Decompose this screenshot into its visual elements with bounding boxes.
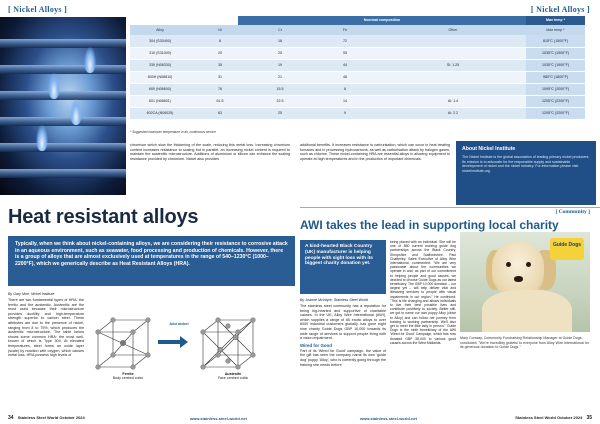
body-paragraph: There are two fundamental types of HRA: the ferritic and the austenitic. Austenitic are the most used because their microstructure provides ductility and high-temperature strength superior to carbon steel. These attributes are due to the presence of nickel, ranging from 8 to 75%, which produces the austenitic microstructure. The table below shows some common HRA: the most well-known of which is Type 304. At elevated temperatures, steel forms an oxide layer (scale) by reaction with oxygen, which causes metal loss. HRA possess high levels of: [8, 298, 84, 358]
table-cell: 46: [310, 71, 380, 83]
section-tag-nickel-alloys: [ Nickel Alloys ]: [8, 5, 68, 14]
table-cell: 1035°C (1900°F): [526, 59, 585, 71]
table-cell: 330 (N08330): [130, 59, 190, 71]
photo-caption: Mary Conway, Community Fundraising Relationship Manager at Guide Dogs, concluded: "We're incredibly grateful to everyone from Alloy Wire International for its generous donation to Guide Dogs.": [460, 336, 589, 349]
guide-dog-puppy-photo: [460, 232, 590, 332]
section-tag-nickel-alloys-right: [ Nickel Alloys ]: [530, 5, 590, 14]
body-column-upper-2: additional benefits. It increases resistance to carburisation, which can occur in heat treating furnaces and in processing hydrocarbons, as well as carburisation attack by halogen gases, such as chlorine. These nickel-containing HRA are essential alloys in allowing equipment to operate at high temperatures and in the production of important chemicals.: [300, 143, 450, 161]
table-cell: 63: [190, 107, 250, 119]
sub-heading-wired-for-good: Wired for Good: [300, 342, 332, 348]
table-cell: 602CA (N06025): [130, 107, 190, 119]
table-cell: 1205°C (2200°F): [526, 95, 585, 107]
dog-body: [482, 290, 572, 332]
body-paragraph: being placed with an individual. She will be one of 850 current working guide dog partnerships across the Black Country, Shropshire and Staffordshire. Paul Chatterley, Sales Executive of Alloy Wire International, commented: "We are very passionate about the communities we operate in and, as part of our commitment to helping people and good causes, we decided to choose Guide Dogs as our latest beneficiary. The GBP 10,000 donation – our largest yet – will help deliver vital and lifesaving services to people with visual impairments in our region." He continued: "This is life changing and allows individuals to live their best possible lives and contribute positively to society. Better still, we got to name our own puppy Alloy (close to Alloy) and can follow her journey from training to working partnership. We'll also get to meet the little lady in person." Guide Dogs is the ninth beneficiary of the AWI 'Wired for Good' Campaign, which has now donated GBP 55,000 to various good causes across the West Midlands.: [390, 240, 456, 345]
site-link-left[interactable]: www.stainless-steel-world.net: [190, 416, 247, 421]
table-cell: 72: [310, 35, 380, 47]
table-cell: 55: [310, 47, 380, 59]
table-cell: 980°C (1800°F): [526, 71, 585, 83]
col-max-temp: Max temp *: [526, 25, 585, 35]
table-row: [130, 59, 585, 71]
table-cell: 22.5: [250, 95, 310, 107]
table-cell: 310 (S31000): [130, 47, 190, 59]
table-row: [130, 107, 585, 119]
table-footnote: * Suggested maximum temperature in air, continuous service: [130, 130, 216, 134]
table-cell: 25: [250, 47, 310, 59]
table-cell: [380, 47, 526, 59]
table-cell: 18: [250, 35, 310, 47]
table-cell: Al: 2.2: [380, 107, 526, 119]
article-intro: Typically, when we think about nickel-containing alloys, we are considering their resistance to corrosive attack in an aqueous environment, such as seawater, food processing and production of chemicals. However, there is a group of alloys that are almost exclusively used at temperatures in the range of 540–1230°C (1000–2200°F), which we generically describe as Heat Resistant Alloys (HRA).: [8, 236, 295, 286]
dog-head: [492, 242, 544, 296]
table-cell: 8: [310, 83, 380, 95]
col-cr: Cr: [250, 25, 310, 35]
publication-name-right: Stainless Steel World October 2024: [515, 415, 583, 420]
ferrite-atoms: [96, 318, 151, 370]
about-title: About Nickel Institute: [462, 146, 516, 152]
table-cell: 815°C (1500°F): [526, 35, 585, 47]
byline-right: By Joanne McIntyre, Stainless Steel World: [300, 298, 368, 302]
article-title: Heat resistant alloys: [8, 206, 199, 228]
col-fe: Fe: [310, 25, 380, 35]
table-cell: 20: [190, 47, 250, 59]
body-paragraph: The stainless steel community has a reputation for being big-hearted and supportive of charitable causes. In the UK, Alloy Wire International (AWI), which supplies a range of 65 exotic alloys to over 6000 industrial customers globally, has gone eight nine charity Guide Dogs GBP 10,000 towards its wide range of services to support people living with a vision impairment.: [300, 304, 386, 341]
ferrite-caption: [108, 372, 148, 381]
dog-eye: [526, 262, 531, 267]
austenite-label: Austenite: [224, 372, 242, 376]
table-cell: 76: [190, 83, 250, 95]
col-other: Other: [380, 25, 526, 35]
table-cell: 600 (N06600): [130, 83, 190, 95]
table-cell: 19: [250, 59, 310, 71]
table-cell: 9: [310, 107, 380, 119]
nominal-composition-header: Nominal composition: [238, 16, 526, 25]
guide-dogs-badge: Guide Dogs: [550, 238, 584, 260]
table-cell: Si: 1.25: [380, 59, 526, 71]
page-number-left: 34: [8, 415, 14, 421]
table-row: [130, 71, 585, 83]
table-cell: 304 (S30400): [130, 35, 190, 47]
awi-article-title: AWI takes the lead in supporting local charity: [300, 218, 559, 232]
alloy-composition-table: [130, 16, 585, 120]
ferrite-sub: Body centred cubic: [112, 376, 144, 381]
left-footer-url: [190, 416, 247, 421]
left-footer: [8, 415, 85, 421]
table-cell: 601 (N06601): [130, 95, 190, 107]
table-cell: Al: 1.4: [380, 95, 526, 107]
left-body-column: [8, 292, 84, 360]
publication-name-left: Stainless Steel World October 2024: [17, 415, 85, 420]
table-cell: [380, 83, 526, 95]
table-cell: 8: [190, 35, 250, 47]
table-row: [130, 35, 585, 47]
table-cell: [380, 71, 526, 83]
table-cell: 21: [250, 71, 310, 83]
right-body-column-1: [300, 298, 386, 369]
table-cell: 1035°C (1900°F): [526, 47, 585, 59]
table-cell: 61.5: [190, 95, 250, 107]
table-header-row: [130, 25, 585, 35]
max-temp-header: Max temp *: [526, 16, 585, 25]
table-cell: 44: [310, 59, 380, 71]
right-footer: [515, 415, 592, 421]
furnace-photo: [0, 17, 126, 195]
pull-quote-box: A kind-hearted Black Country (UK) manufacturer is helping people with sight loss with its biggest charity donation yet.: [300, 240, 386, 294]
dog-nose: [514, 276, 523, 282]
right-footer-url: [360, 416, 417, 421]
table-cell: 35: [190, 59, 250, 71]
austenite-sub: Face centred cubic: [217, 376, 249, 381]
about-nickel-institute-box: [456, 141, 596, 205]
table-row: [130, 83, 585, 95]
table-cell: 15.5: [250, 83, 310, 95]
col-alloy: Alloy: [130, 25, 190, 35]
table-cell: 31: [190, 71, 250, 83]
page-number-right: 35: [586, 415, 592, 421]
lattice-svg: [88, 292, 288, 404]
body-paragraph: Part of its 'Wired for Good' campaign, the value of the gift has seen the company name its own 'guide dog' puppy 'Alloy', who is currently going through the training she needs before: [300, 348, 386, 367]
add-nickel-arrow: [158, 336, 188, 348]
ferrite-label: Ferrite: [122, 372, 134, 376]
austenite-atoms: [201, 318, 256, 370]
table-row: [130, 47, 585, 59]
table-cell: [380, 35, 526, 47]
table-cell: 1205°C (2200°F): [526, 107, 585, 119]
dog-eye: [506, 262, 511, 267]
table-cell: 25: [250, 107, 310, 119]
about-text: The Nickel Institute is the global association of leading primary nickel producers. Its mission is to advocate for the responsible supply and sustainable development of nickel and the nickel industry. For information please visit nickelinstitute.org.: [462, 155, 590, 173]
right-body-column-2: [390, 240, 456, 347]
body-column-upper-1: chromium which slow the thickening of the scale, reducing this metal loss. Increasing chromium content increases resistance to scaling but in parallel, an increasing nickel content is required to maintain the austenitic microstructure. Additions of aluminium or silicon can enhance the scaling resistance provided by chromium. Nickel also provides: [130, 143, 290, 161]
table-row: [130, 95, 585, 107]
crystal-structure-diagram: [88, 292, 288, 404]
col-ni: Ni: [190, 25, 250, 35]
austenite-caption: [213, 372, 253, 381]
section-tag-community: [ Community ]: [555, 209, 590, 215]
table-cell: 1095°C (2000°F): [526, 83, 585, 95]
table-cell: 14: [310, 95, 380, 107]
table-cell: 800H (N08810): [130, 71, 190, 83]
add-nickel-label: Add nickel: [169, 322, 189, 326]
site-link-right[interactable]: www.stainless-steel-world.net: [360, 416, 417, 421]
byline: By Gary Moe, Nickel Institute: [8, 292, 55, 296]
